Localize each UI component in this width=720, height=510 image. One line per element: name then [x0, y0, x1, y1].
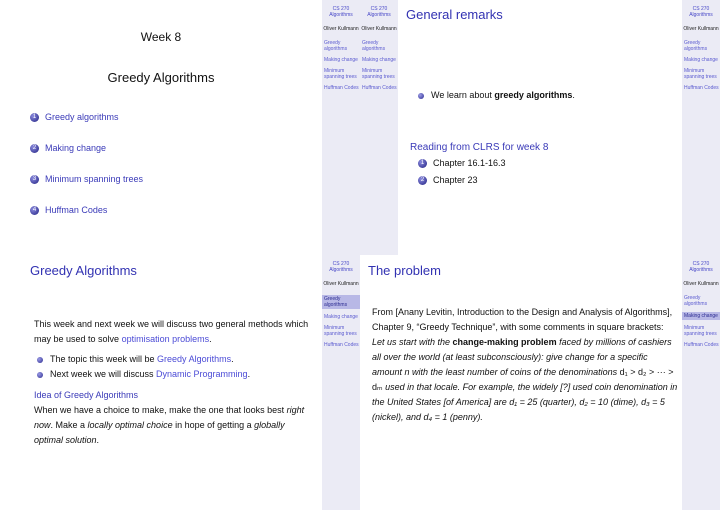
- list-item: [418, 175, 506, 192]
- sidebar: [322, 255, 360, 510]
- section-number-badge: 3: [30, 175, 39, 184]
- paragraph: [34, 403, 316, 448]
- slide-general-remarks: [360, 0, 720, 255]
- text: in hope of getting a: [172, 420, 255, 430]
- week-label: Week 8: [140, 30, 182, 44]
- sidebar: [682, 0, 720, 255]
- sidebar-course: CS 270 Algorithms: [329, 261, 353, 273]
- text: When we have a choice to make, make the one that looks best: [34, 405, 287, 415]
- sidebar-item-greedy-algorithms[interactable]: Greedy algorithms: [684, 40, 708, 52]
- sidebar-author: Oliver Kullmann: [683, 281, 719, 287]
- italic-text: right now: [34, 405, 305, 430]
- sidebar-item-huffman-codes[interactable]: Huffman Codes: [362, 85, 397, 91]
- sidebar-item-minimum-spanning-trees[interactable]: Minimum spanning trees: [684, 68, 717, 80]
- sidebar: [682, 255, 720, 510]
- sidebar: [322, 0, 360, 255]
- sidebar-nav: [682, 40, 720, 91]
- table-of-contents: [30, 112, 143, 236]
- sidebar-author: Oliver Kullmann: [323, 281, 359, 287]
- text: This week and next week we will discuss two general methods which may be used to solve: [34, 319, 309, 344]
- sidebar-item-greedy-algorithms[interactable]: Greedy algorithms: [322, 295, 360, 309]
- sidebar-item-minimum-spanning-trees[interactable]: Minimum spanning trees: [362, 68, 395, 80]
- sidebar-author: Oliver Kullmann: [683, 26, 719, 32]
- text: .: [231, 354, 234, 364]
- toc-item[interactable]: [30, 205, 143, 236]
- sidebar-item-huffman-codes[interactable]: Huffman Codes: [324, 85, 359, 91]
- section-number-badge: 2: [30, 144, 39, 153]
- highlight-text: Dynamic Programming: [156, 369, 248, 379]
- text: used in that locale. For example, the widely [?] used coin denomination in the United States [of America] are: [372, 382, 678, 407]
- slide-title: The problem: [368, 263, 441, 278]
- section-number-badge: 4: [30, 206, 39, 215]
- math-text: d₁ = 25 (quarter), d₂ = 10 (dime), d₃ = 5 (nickel), and d₄ = 1 (penny): [372, 397, 665, 422]
- text: . Make a: [50, 420, 88, 430]
- math-text: d₁ > d₂ > ··· > dₘ: [372, 367, 674, 392]
- toc-item[interactable]: [30, 143, 143, 174]
- slide-main: [398, 0, 680, 255]
- toc-label: Minimum spanning trees: [45, 174, 144, 184]
- sidebar-item-huffman-codes[interactable]: Huffman Codes: [324, 342, 359, 348]
- list-item: [418, 158, 506, 175]
- bullet-icon: [37, 372, 43, 378]
- text: We learn about: [431, 90, 495, 100]
- highlight-text: optimisation problems: [121, 334, 210, 344]
- sidebar-author: Oliver Kullmann: [361, 26, 397, 32]
- sidebar-item-minimum-spanning-trees[interactable]: Minimum spanning trees: [324, 68, 357, 80]
- subheading: Idea of Greedy Algorithms: [34, 390, 139, 400]
- sidebar-course: CS 270 Algorithms: [367, 6, 391, 18]
- number-badge: 2: [418, 176, 427, 185]
- bullet-icon: [37, 357, 43, 363]
- sidebar-item-greedy-algorithms[interactable]: Greedy algorithms: [362, 40, 386, 52]
- sidebar-item-making-change[interactable]: Making change: [324, 314, 358, 320]
- sidebar-item-minimum-spanning-trees[interactable]: Minimum spanning trees: [684, 325, 717, 337]
- sidebar-item-greedy-algorithms[interactable]: Greedy algorithms: [324, 40, 348, 52]
- bullet-item: [418, 90, 575, 100]
- slide-body: [372, 305, 680, 425]
- sidebar: [360, 0, 398, 255]
- highlight-text: Greedy Algorithms: [157, 354, 232, 364]
- list-item-label: Chapter 16.1-16.3: [433, 158, 506, 168]
- bold-text: change-making problem: [452, 337, 557, 347]
- text: .: [209, 334, 212, 344]
- paragraph: From [Anany Levitin, Introduction to the Design and Analysis of Algorithms], Chapter 9, “Greedy Technique”, with some comments in square brackets:: [372, 307, 673, 332]
- text: The topic this week will be: [50, 354, 158, 364]
- text: .: [572, 90, 575, 100]
- number-badge: 1: [418, 159, 427, 168]
- text: Let us start with the: [372, 337, 453, 347]
- toc-label: Making change: [45, 143, 107, 153]
- text: .: [480, 412, 483, 422]
- slide-greedy-algorithms: [0, 255, 360, 510]
- sidebar-item-minimum-spanning-trees[interactable]: Minimum spanning trees: [324, 325, 357, 337]
- bullet-item: [37, 367, 316, 382]
- slide-the-problem: [360, 255, 720, 510]
- sidebar-nav: [322, 40, 360, 91]
- toc-label: Greedy algorithms: [45, 112, 119, 122]
- section-number-badge: 1: [30, 113, 39, 122]
- slide-title: General remarks: [406, 7, 503, 22]
- quotation: [372, 335, 680, 425]
- slide-title-page: [0, 0, 360, 255]
- text: .: [96, 435, 100, 445]
- toc-label: Huffman Codes: [45, 205, 108, 215]
- sidebar-author: Oliver Kullmann: [323, 26, 359, 32]
- bold-text: greedy algorithms: [494, 90, 573, 100]
- text: Next week we will discuss: [50, 369, 157, 379]
- list-item-label: Chapter 23: [433, 175, 478, 185]
- sidebar-nav: [682, 295, 720, 348]
- paragraph: [34, 317, 316, 347]
- sidebar-item-making-change[interactable]: Making change: [324, 57, 358, 63]
- sidebar-item-huffman-codes[interactable]: Huffman Codes: [684, 85, 719, 91]
- sidebar-item-making-change[interactable]: Making change: [362, 57, 396, 63]
- toc-item[interactable]: [30, 112, 143, 143]
- reading-list: [418, 158, 506, 192]
- sidebar-item-making-change[interactable]: Making change: [682, 312, 720, 320]
- sidebar-nav: [322, 295, 360, 348]
- italic-text: locally optimal choice: [87, 420, 173, 430]
- slide-title: Greedy Algorithms: [30, 263, 137, 278]
- text: .: [247, 369, 251, 379]
- sidebar-course: CS 270 Algorithms: [689, 6, 713, 18]
- toc-item[interactable]: [30, 174, 143, 205]
- sidebar-course: CS 270 Algorithms: [689, 261, 713, 273]
- italic-text: globally optimal solution: [34, 420, 285, 445]
- sidebar-item-greedy-algorithms[interactable]: Greedy algorithms: [684, 295, 708, 307]
- sidebar-nav: [360, 40, 398, 91]
- bullet-item: [37, 352, 316, 367]
- text: faced by millions of cashiers all over the world (at least subconsciously): give change for a specific amount n with the least number of coins of the denominations: [372, 337, 672, 377]
- reading-heading: Reading from CLRS for week 8: [410, 142, 549, 153]
- bullet-list: [34, 352, 316, 382]
- slide-main: [0, 0, 322, 255]
- sidebar-item-making-change[interactable]: Making change: [684, 57, 718, 63]
- lecture-title: Greedy Algorithms: [107, 70, 215, 85]
- sidebar-course: CS 270 Algorithms: [329, 6, 353, 18]
- bullet-icon: [418, 93, 424, 99]
- sidebar-item-huffman-codes[interactable]: Huffman Codes: [684, 342, 719, 348]
- slide-body: [34, 317, 316, 448]
